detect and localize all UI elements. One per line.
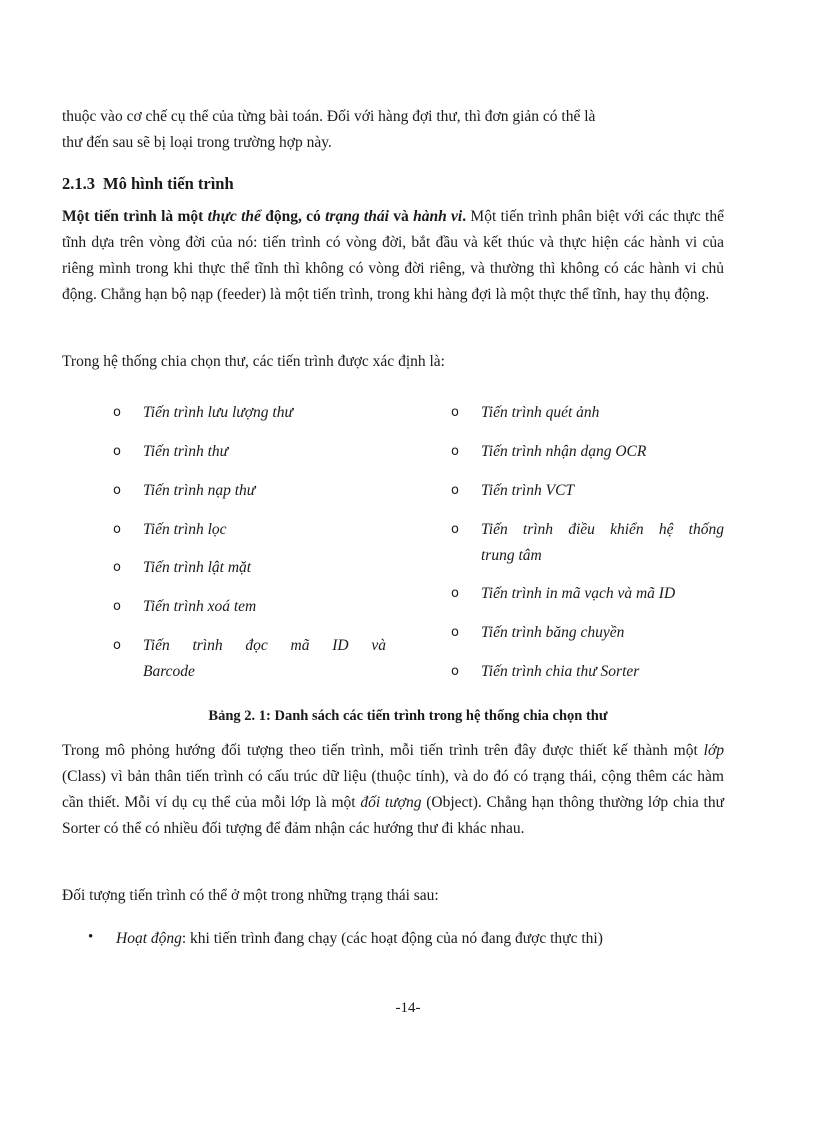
bullet-circle-icon: o bbox=[451, 405, 459, 420]
list-item-text: Tiến trình lật mặt bbox=[143, 559, 252, 576]
definition-dynamic: động, có bbox=[260, 208, 326, 225]
bullet-circle-icon: o bbox=[451, 664, 459, 679]
list-item-text: Tiến trình lọc bbox=[143, 521, 227, 538]
section-title: Mô hình tiến trình bbox=[103, 174, 234, 193]
bullet-circle-icon: o bbox=[113, 599, 121, 614]
bullet-circle-icon: o bbox=[113, 483, 121, 498]
section-heading bbox=[62, 174, 724, 194]
bullet-circle-icon: o bbox=[451, 522, 459, 537]
bullet-circle-icon: o bbox=[113, 638, 121, 653]
states-intro: Đối tượng tiến trình có thể ở một trong những trạng thái sau: bbox=[62, 887, 439, 904]
definition-rest: Một tiến trình phân biệt với các thực thể tĩnh dựa trên vòng đời của nó: tiến trình có vòng đời, bắt đầu và kết thúc và thực hiện các hành vi của riêng mình trong khi thực thể tĩnh thì không có vòng đời riêng, và thường thì không có các hành vi chủ động. Chẳng hạn bộ nạp (feeder) là một tiến trình, trong khi hàng đợi là một thực thể tĩnh, hay thụ động. bbox=[62, 208, 724, 303]
list-item-text: Barcode bbox=[143, 663, 195, 680]
bullet-circle-icon: o bbox=[113, 405, 121, 420]
oop-paragraph bbox=[62, 738, 724, 842]
bullet-dot-icon: • bbox=[88, 929, 94, 945]
list-item-text: Tiến trình băng chuyền bbox=[481, 624, 625, 641]
list-item-text: Tiến trình nạp thư bbox=[143, 482, 256, 499]
intro-paragraph bbox=[62, 104, 724, 156]
bullet-circle-icon: o bbox=[113, 444, 121, 459]
list-item-text: Tiến trình nhận dạng OCR bbox=[481, 443, 647, 460]
state-item bbox=[116, 926, 603, 952]
section-number: 2.1.3 bbox=[62, 174, 95, 193]
list-item-text: Tiến trình xoá tem bbox=[143, 598, 257, 615]
intro-line-1: thuộc vào cơ chế cụ thể của từng bài toán. Đối với hàng đợi thư, thì đơn giản có thể là bbox=[62, 108, 596, 125]
definition-and: và bbox=[388, 208, 414, 225]
process-list-right bbox=[451, 400, 724, 690]
process-list-left bbox=[113, 400, 386, 690]
list-item-text: Tiến trình VCT bbox=[481, 482, 575, 499]
definition-behavior: hành vi bbox=[413, 208, 463, 225]
list-item-text: Tiến trình thư bbox=[143, 443, 229, 460]
state-desc: : khi tiến trình đang chạy (các hoạt động của nó đang được thực thi) bbox=[181, 930, 603, 947]
definition-entity: thực thể bbox=[207, 208, 261, 225]
bullet-circle-icon: o bbox=[451, 586, 459, 601]
oop-text-3: (Object). Chẳng hạn thông thường lớp chia thư Sorter có thể có nhiều đối tượng để đảm nhận các hướng thư đi khác nhau. bbox=[62, 794, 724, 837]
list-item-text: Tiến trình chia thư Sorter bbox=[481, 663, 640, 680]
definition-end: . bbox=[462, 208, 467, 225]
bullet-circle-icon: o bbox=[451, 483, 459, 498]
definition-lead: Một tiến trình là một bbox=[62, 208, 208, 225]
list-item-text: Tiến trình lưu lượng thư bbox=[143, 404, 293, 421]
bullet-circle-icon: o bbox=[451, 444, 459, 459]
oop-class-word: lớp bbox=[703, 742, 724, 759]
intro-line-2: thư đến sau sẽ bị loại trong trường hợp này. bbox=[62, 134, 332, 151]
oop-object-word: đối tượng bbox=[360, 794, 422, 811]
oop-text-1: Trong mô phỏng hướng đối tượng theo tiến trình, mỗi tiến trình trên đây được thiết kế thành một bbox=[62, 742, 704, 759]
bullet-circle-icon: o bbox=[113, 522, 121, 537]
definition-paragraph bbox=[62, 204, 724, 308]
definition-state: trạng thái bbox=[325, 208, 389, 225]
oop-text-2: (Class) vì bản thân tiến trình có cấu trúc dữ liệu (thuộc tính), và do đó có trạng thái, cộng thêm các hàm cần thiết. Mỗi ví dụ cụ thể của mỗi lớp là một bbox=[62, 768, 724, 811]
list-item-text: trung tâm bbox=[481, 547, 542, 564]
list-item-text: Tiến trình in mã vạch và mã ID bbox=[481, 585, 676, 602]
table-caption: Bảng 2. 1: Danh sách các tiến trình trong hệ thống chia chọn thư bbox=[208, 708, 608, 724]
page-number: -14- bbox=[395, 1000, 421, 1016]
bullet-circle-icon: o bbox=[451, 625, 459, 640]
state-term: Hoạt động bbox=[116, 930, 182, 947]
list-intro: Trong hệ thống chia chọn thư, các tiến trình được xác định là: bbox=[62, 353, 445, 370]
list-item-text: Tiến trình quét ảnh bbox=[481, 404, 600, 421]
list-item-text: Tiến trình đọc mã ID và bbox=[143, 637, 386, 654]
bullet-circle-icon: o bbox=[113, 560, 121, 575]
list-item-text: Tiến trình điều khiển hệ thống bbox=[481, 521, 724, 538]
